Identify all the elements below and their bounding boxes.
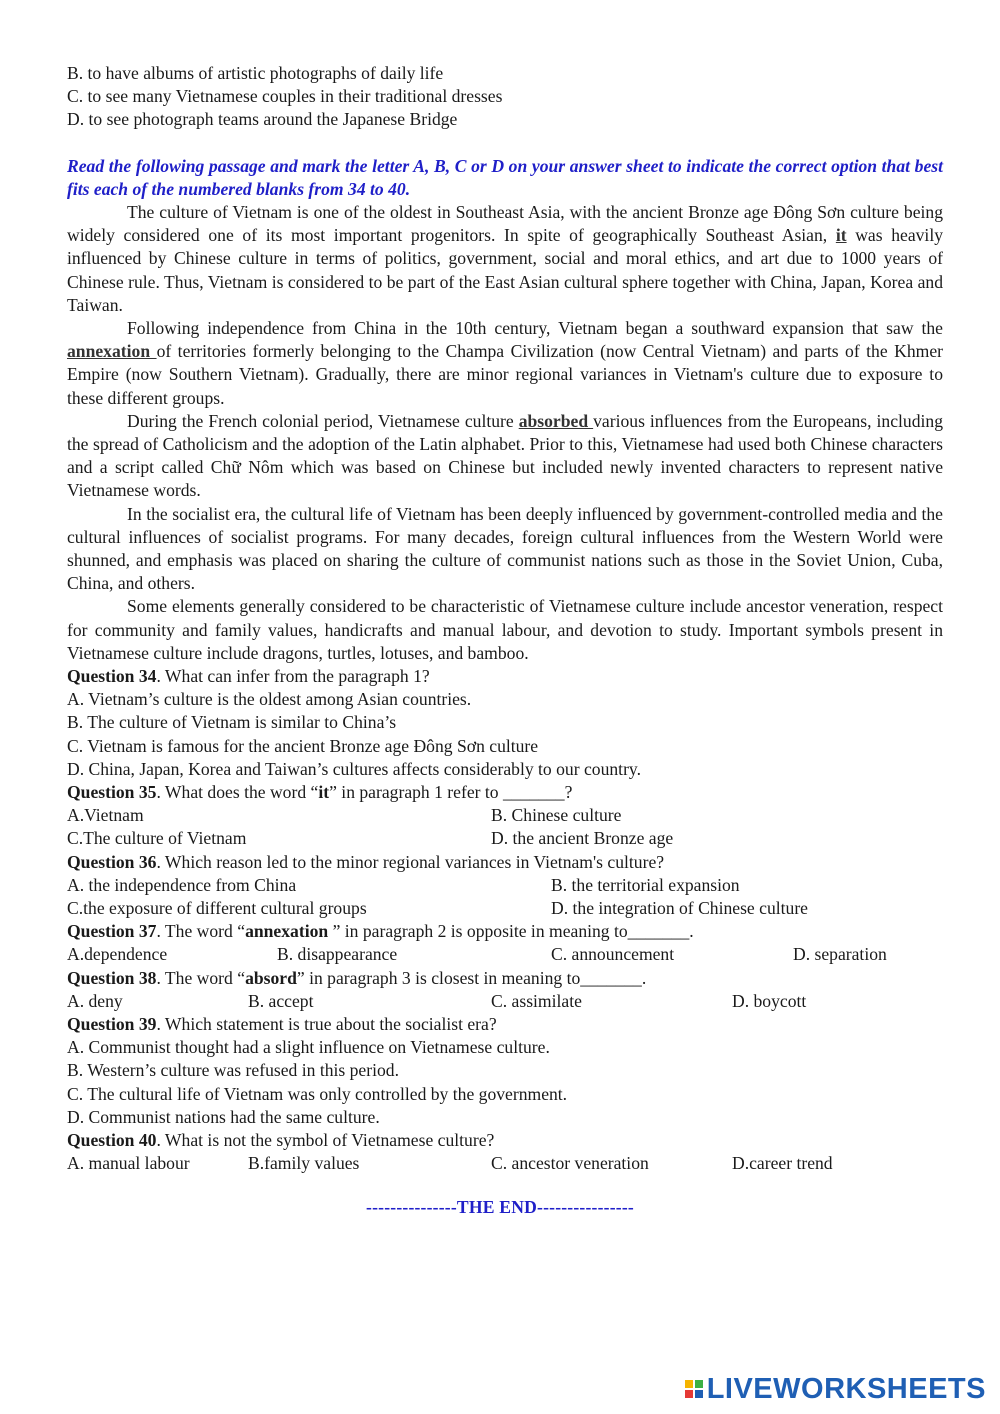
q34-option-c[interactable]: C. Vietnam is famous for the ancient Bronze age Đông Sơn culture [67,735,539,756]
question-36: Question 36. Which reason led to the minor regional variances in Vietnam's culture? [67,851,665,872]
q39-option-b[interactable]: B. Western’s culture was refused in this period. [67,1060,399,1081]
question-39: Question 39. Which statement is true about the socialist era? [67,1014,497,1035]
q40-option-c[interactable]: C. ancestor veneration [491,1153,649,1174]
q38-option-b[interactable]: B. accept [248,990,314,1011]
reading-instruction: Read the following passage and mark the letter A, B, C or D on your answer sheet to indicate the correct option that best fits each of the numbered blanks from 34 to 40. [67,155,943,199]
question-34: Question 34. What can infer from the paragraph 1? [67,666,430,687]
q35-options-row-2 [67,827,943,850]
question-38: Question 38. The word “absord” in paragraph 3 is closest in meaning to_______. [67,967,647,988]
q36-option-d[interactable]: D. the integration of Chinese culture [551,898,808,919]
underlined-word-it: it [835,225,847,246]
q35-option-d[interactable]: D. the ancient Bronze age [491,828,674,849]
passage-paragraph-3: During the French colonial period, Vietnamese culture absorbed various influences from the Europeans, including the spread of Catholicism and the adoption of the Latin alphabet. Prior to this, Vietnamese had used both Chinese characters and a script called Chữ Nôm which was based on Chinese but included newly invented characters to represent native Vietnamese words. [67,410,943,501]
q35-option-b[interactable]: B. Chinese culture [491,805,622,826]
q34-option-a[interactable]: A. Vietnam’s culture is the oldest among Asian countries. [67,689,472,710]
q39-option-a[interactable]: A. Communist thought had a slight influence on Vietnamese culture. [67,1037,550,1058]
liveworksheets-brand [685,1374,986,1404]
q40-options-row [67,1152,943,1175]
passage-paragraph-5: Some elements generally considered to be characteristic of Vietnamese culture include ancestor veneration, respect for community and family values, handicrafts and manual labour, and devotion to study. Important symbols present in Vietnamese culture include dragons, turtles, lotuses, and bamboo. [67,596,943,663]
carryover-option-c: C. to see many Vietnamese couples in their traditional dresses [67,86,503,107]
the-end-marker: ---------------THE END---------------- [366,1197,634,1217]
q38-options-row [67,990,943,1013]
q35-option-c[interactable]: C.The culture of Vietnam [67,828,247,849]
q40-option-a[interactable]: A. manual labour [67,1153,190,1174]
q35-option-a[interactable]: A.Vietnam [67,805,144,826]
q38-option-d[interactable]: D. boycott [732,990,807,1011]
q38-option-c[interactable]: C. assimilate [491,990,582,1011]
logo-square-blue [695,1390,703,1398]
q36-options-row-2 [67,897,943,920]
q37-option-a[interactable]: A.dependence [67,944,168,965]
logo-square-yellow [685,1380,693,1388]
q39-option-c[interactable]: C. The cultural life of Vietnam was only controlled by the government. [67,1083,568,1104]
q37-option-b[interactable]: B. disappearance [277,944,398,965]
q36-option-b[interactable]: B. the territorial expansion [551,874,740,895]
q38-option-a[interactable]: A. deny [67,990,123,1011]
question-37: Question 37. The word “annexation ” in paragraph 2 is opposite in meaning to_______. [67,921,694,942]
logo-square-red [685,1390,693,1398]
underlined-word-annexation: annexation [67,341,157,362]
passage-paragraph-2: Following independence from China in the 10th century, Vietnam began a southward expansion that saw the annexation of territories formerly belonging to the Champa Civilization (now Central Vietnam) and parts of the Khmer Empire (now Southern Vietnam). Gradually, there are minor regional variances in Vietnam's culture due to exposure to these different groups. [67,318,943,408]
liveworksheets-wordmark: LIVEWORKSHEETS [706,1373,986,1405]
q40-option-b[interactable]: B.family values [248,1153,360,1174]
logo-square-green [695,1380,703,1388]
carryover-option-b: B. to have albums of artistic photographs of daily life [67,63,444,83]
passage-paragraph-4: In the socialist era, the cultural life of Vietnam has been deeply influenced by government-controlled media and the cultural influences of socialist programs. For many decades, foreign cultural influences from the Western World were shunned, and emphasis was placed on sharing the culture of communist nations such as those in the Soviet Union, Cuba, China, and others. [67,503,943,594]
q36-options-row-1 [67,874,943,897]
q40-option-d[interactable]: D.career trend [732,1153,833,1174]
q36-option-a[interactable]: A. the independence from China [67,874,297,895]
q37-options-row [67,943,943,966]
q37-option-c[interactable]: C. announcement [551,944,675,965]
question-40: Question 40. What is not the symbol of Vietnamese culture? [67,1130,495,1151]
q34-option-d[interactable]: D. China, Japan, Korea and Taiwan’s cultures affects considerably to our country. [67,758,641,779]
carryover-option-d: D. to see photograph teams around the Japanese Bridge [67,109,458,130]
question-35: Question 35. What does the word “it” in paragraph 1 refer to _______? [67,782,573,803]
passage-paragraph-1: The culture of Vietnam is one of the oldest in Southeast Asia, with the ancient Bronze age Đông Sơn culture being widely considered one of its most important progenitors. In spite of geographically Southeast Asian, it was heavily influenced by Chinese culture in terms of politics, government, social and moral ethics, and art due to 1000 years of Chinese rule. Thus, Vietnam is considered to be part of the East Asian cultural sphere together with China, Japan, Korea and Taiwan. [67,202,943,315]
underlined-word-absorbed: absorbed [518,410,594,431]
q34-option-b[interactable]: B. The culture of Vietnam is similar to China’s [67,712,397,733]
worksheet-page [67,62,943,1175]
q37-option-d[interactable]: D. separation [793,944,887,965]
q35-options-row-1 [67,804,943,827]
q36-option-c[interactable]: C.the exposure of different cultural groups [67,898,367,919]
q39-option-d[interactable]: D. Communist nations had the same culture. [67,1106,380,1127]
liveworksheets-logo-icon [685,1380,703,1398]
